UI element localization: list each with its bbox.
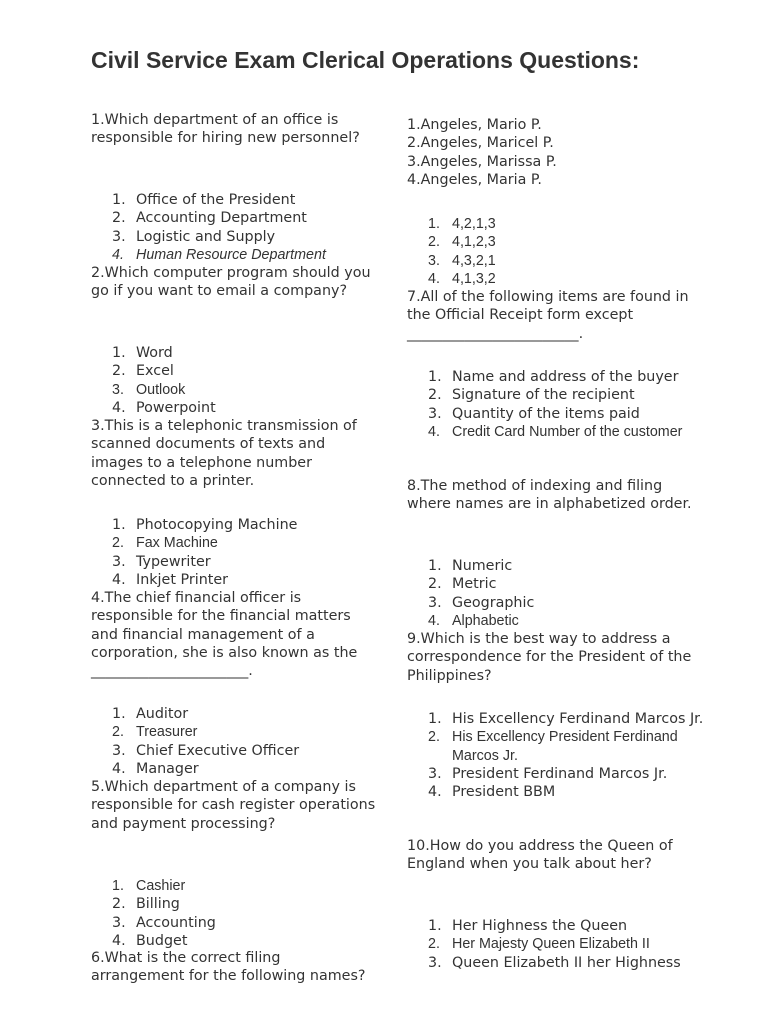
question-10: 10.How do you address the Queen of England when you talk about her? (407, 838, 673, 873)
option: 3. Logistic and Supply (112, 228, 276, 245)
name-item: 3.Angeles, Marissa P. (407, 153, 557, 170)
option: 3. President Ferdinand Marcos Jr. (428, 765, 668, 782)
question-9-options (407, 710, 707, 801)
option: 1. Numeric (428, 558, 513, 574)
option: 1. Word (112, 345, 173, 361)
option: 3. Quantity of the items paid (428, 405, 640, 422)
option: 4. Powerpoint (112, 399, 216, 416)
option: 1. Name and address of the buyer (428, 369, 679, 385)
option: 1. Auditor (112, 706, 189, 722)
option: 2. Accounting Department (112, 210, 307, 227)
option: 4. Manager (112, 760, 199, 777)
option: 1. 4,2,1,3 (428, 216, 496, 232)
question-5: 5.Which department of a company is responsible for cash register operations and payment processing? (91, 779, 376, 832)
question-3-options (91, 516, 376, 589)
option: 4. Inkjet Printer (112, 571, 229, 588)
question-9: 9.Which is the best way to address a correspondence for the President of the Philippines? (407, 631, 692, 684)
option: 1. Photocopying Machine (112, 517, 298, 533)
option: 2. Metric (428, 576, 497, 593)
option: 1. Cashier (112, 878, 186, 894)
option: 2. Fax Machine (112, 535, 218, 552)
option: 3. Accounting (112, 914, 216, 931)
option: 3. Outlook (112, 381, 186, 398)
option: 4. Human Resource Department (112, 246, 326, 263)
option: 3. Queen Elizabeth II her Highness (428, 954, 681, 971)
question-6-options (407, 215, 707, 288)
question-2-options (91, 344, 376, 417)
question-1 (91, 111, 376, 148)
question-8-options (407, 557, 707, 630)
question-10-options (407, 917, 707, 972)
names-list (407, 116, 557, 189)
option: 4. Credit Card Number of the customer (428, 423, 683, 440)
option: 2. 4,1,2,3 (428, 234, 496, 251)
question-6: 6.What is the correct filing arrangement for the following names? (91, 950, 366, 985)
question-4-options (91, 705, 376, 778)
question-1-options (91, 191, 376, 264)
question-3: 3.This is a telephonic transmission of scanned documents of texts and images to a telephone number connected to a printer. (91, 418, 357, 489)
option: 2. Signature of the recipient (428, 387, 635, 404)
question-text: Which department of an office is responsible for hiring new personnel? (91, 112, 360, 147)
option: 2. Excel (112, 363, 174, 380)
option: 4. Alphabetic (428, 612, 519, 629)
option: 3. 4,3,2,1 (428, 252, 496, 269)
option: 3. Geographic (428, 594, 535, 611)
name-item: 4.Angeles, Maria P. (407, 171, 542, 188)
option: 2. Her Majesty Queen Elizabeth II (428, 936, 650, 953)
question-7-options (407, 368, 707, 441)
option: 1. Her Highness the Queen (428, 918, 628, 934)
question-2: 2.Which computer program should you go if you want to email a company? (91, 265, 371, 300)
option: 3. Typewriter (112, 553, 211, 570)
option: 2. Treasurer (112, 724, 198, 741)
option: 4. 4,1,3,2 (428, 270, 496, 287)
question-4: 4.The chief financial officer is responsible for the financial matters and financial management of a corporation, she is also known as the ______________________. (91, 590, 358, 680)
option: 1. His Excellency Ferdinand Marcos Jr. (428, 711, 704, 727)
question-5-options (91, 877, 376, 950)
option: 3. Chief Executive Officer (112, 742, 300, 759)
option: 4. Budget (112, 932, 188, 949)
document-title: Civil Service Exam Clerical Operations Questions: (91, 47, 640, 73)
question-8: 8.The method of indexing and filing where names are in alphabetized order. (407, 478, 692, 513)
question-number: 1. (91, 112, 105, 128)
option: 4. President BBM (428, 784, 556, 801)
name-item: 1.Angeles, Mario P. (407, 117, 542, 133)
option: 2. Billing (112, 896, 180, 913)
option: 1. Office of the President (112, 192, 296, 208)
question-7: 7.All of the following items are found in the Official Receipt form except ________________________. (407, 289, 689, 342)
option: 2. His Excellency President Ferdinand Marcos Jr. (428, 729, 678, 764)
name-item: 2.Angeles, Maricel P. (407, 135, 554, 152)
